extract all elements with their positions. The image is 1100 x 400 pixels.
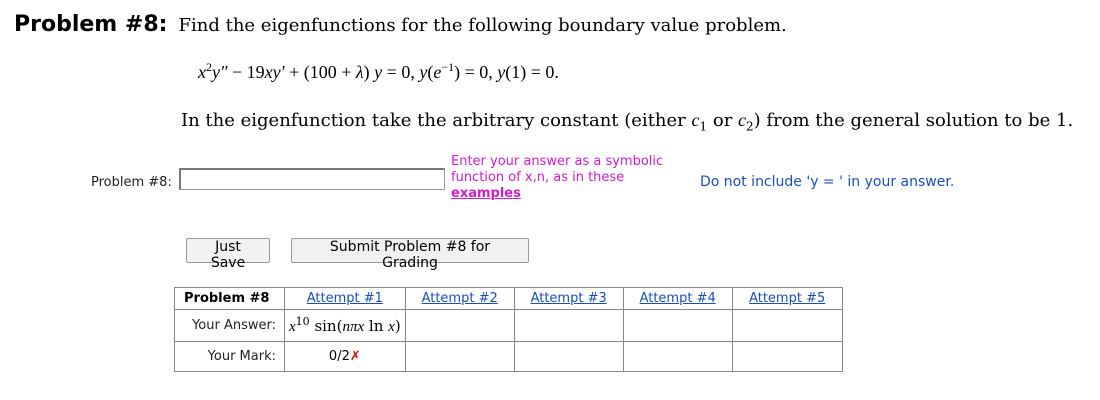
attempt-2-answer	[405, 310, 514, 342]
eq-coefficient-19: − 19	[227, 62, 265, 82]
eq-x-exponent: 2	[206, 60, 212, 74]
your-answer-row	[175, 310, 843, 342]
attempt-3-mark	[514, 342, 623, 372]
eq-y: y	[374, 62, 383, 82]
eq-equals-zero: = 0,	[382, 62, 420, 82]
attempt-3-answer	[514, 310, 623, 342]
instruction-end: ) from the general solution to be 1.	[753, 110, 1074, 131]
ans-n: n	[342, 319, 350, 335]
attempts-table-title: Problem #8	[175, 288, 285, 310]
ans-sin: sin(	[309, 317, 343, 335]
attempt-2-mark	[405, 342, 514, 372]
attempt-2-link[interactable]: Attempt #2	[405, 288, 514, 310]
eq-y-second-derivative: y″	[212, 62, 228, 82]
submit-for-grading-button[interactable]: Submit Problem #8 for Grading	[291, 238, 529, 263]
ans-ln: ln	[364, 317, 389, 335]
answer-row-label: Problem #8:	[91, 175, 172, 190]
bc1-y: y	[419, 62, 428, 82]
instruction-text	[181, 110, 1073, 134]
eq-x: x	[198, 62, 206, 82]
ans-x3: x	[388, 319, 395, 335]
mark-score: 0/2	[328, 349, 350, 364]
bc1-e: e	[433, 62, 442, 82]
eq-paren-100: + (100 +	[284, 62, 356, 82]
c2-letter: c	[738, 110, 747, 130]
wrong-x-icon: ✗	[349, 349, 361, 364]
attempts-table	[174, 287, 843, 372]
your-answer-label: Your Answer:	[175, 310, 285, 342]
c1-subscript: 1	[699, 119, 708, 134]
problem-title: Problem #8:	[14, 12, 168, 37]
just-save-button[interactable]: Just Save	[186, 238, 270, 263]
ans-x: x	[289, 319, 296, 335]
hint-text: Enter your answer as a symbolic function of x,n, as in these	[451, 154, 664, 185]
ans-exponent: 10	[295, 315, 310, 328]
attempts-header-row	[175, 288, 843, 310]
c1-letter: c	[691, 110, 700, 130]
instruction-start: In the eigenfunction take the arbitrary constant (either	[181, 110, 692, 131]
bc2-y: y	[497, 62, 506, 82]
problem-prompt: Find the eigenfunctions for the following boundary value problem.	[178, 15, 787, 36]
attempt-1-answer	[285, 310, 406, 342]
boundary-value-equation	[198, 60, 559, 83]
answer-hint	[451, 154, 691, 202]
instruction-or: or	[707, 110, 739, 131]
c2-subscript: 2	[746, 119, 754, 134]
bc2-rest: (1) = 0.	[505, 62, 559, 82]
attempt-5-link[interactable]: Attempt #5	[732, 288, 842, 310]
eq-lambda: λ	[355, 62, 364, 82]
attempt-1-link[interactable]: Attempt #1	[285, 288, 406, 310]
examples-link[interactable]: examples	[451, 186, 521, 201]
ans-x2: x	[357, 319, 365, 335]
bc1-close: ) = 0,	[454, 62, 498, 82]
answer-input[interactable]	[179, 168, 445, 190]
answer-note: Do not include 'y = ' in your answer.	[700, 174, 955, 190]
eq-xy-prime: xy′	[264, 62, 285, 82]
problem-header	[14, 12, 787, 37]
attempt-5-mark	[732, 342, 842, 372]
attempt-3-link[interactable]: Attempt #3	[514, 288, 623, 310]
ans-pi: π	[349, 319, 358, 335]
attempt-1-mark	[285, 342, 406, 372]
attempt-4-answer	[623, 310, 732, 342]
bc1-open: (	[427, 62, 434, 82]
attempt-4-link[interactable]: Attempt #4	[623, 288, 732, 310]
eq-paren-close: )	[363, 62, 375, 82]
bc1-e-exponent: −1	[441, 60, 455, 74]
your-mark-row	[175, 342, 843, 372]
ans-close: )	[394, 317, 401, 335]
attempt-4-mark	[623, 342, 732, 372]
your-mark-label: Your Mark:	[175, 342, 285, 372]
attempt-5-answer	[732, 310, 842, 342]
